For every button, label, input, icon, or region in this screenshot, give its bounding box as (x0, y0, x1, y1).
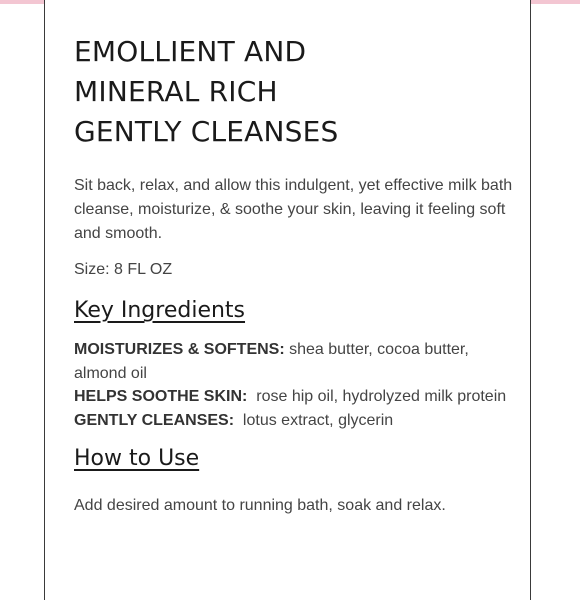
product-headline (74, 32, 514, 152)
key-ingredients-heading: Key Ingredients (74, 298, 246, 323)
product-description-card (44, 0, 531, 600)
product-description: Sit back, relax, and allow this indulgent, yet effective milk bath cleanse, moisturize, & soothe your skin, leaving it feeling soft and smooth. (74, 177, 513, 242)
ingredient-text: rose hip oil, hydrolyzed milk protein (247, 388, 507, 405)
product-description-content (74, 32, 514, 518)
ingredient-item-soothe (74, 385, 514, 409)
headline-line-2: MINERAL RICH (74, 75, 278, 108)
how-to-use-text: Add desired amount to running bath, soak and relax. (74, 497, 446, 514)
ingredient-text: lotus extract, glycerin (234, 411, 394, 429)
ingredient-label: GENTLY CLEANSES: (74, 411, 235, 429)
product-size: Size: 8 FL OZ (74, 261, 173, 278)
ingredient-label: MOISTURIZES & SOFTENS: (74, 341, 285, 358)
how-to-use-heading: How to Use (74, 446, 200, 471)
ingredient-item-moisturizes (74, 338, 514, 385)
ingredients-list (74, 338, 514, 432)
headline-line-3: GENTLY CLEANSES (74, 115, 339, 148)
ingredient-item-cleanses (74, 409, 514, 433)
ingredient-text: shea butter, cocoa butter, almond oil (74, 341, 474, 382)
ingredient-label: HELPS SOOTHE SKIN: (74, 388, 248, 405)
headline-line-1: EMOLLIENT AND (74, 35, 307, 68)
